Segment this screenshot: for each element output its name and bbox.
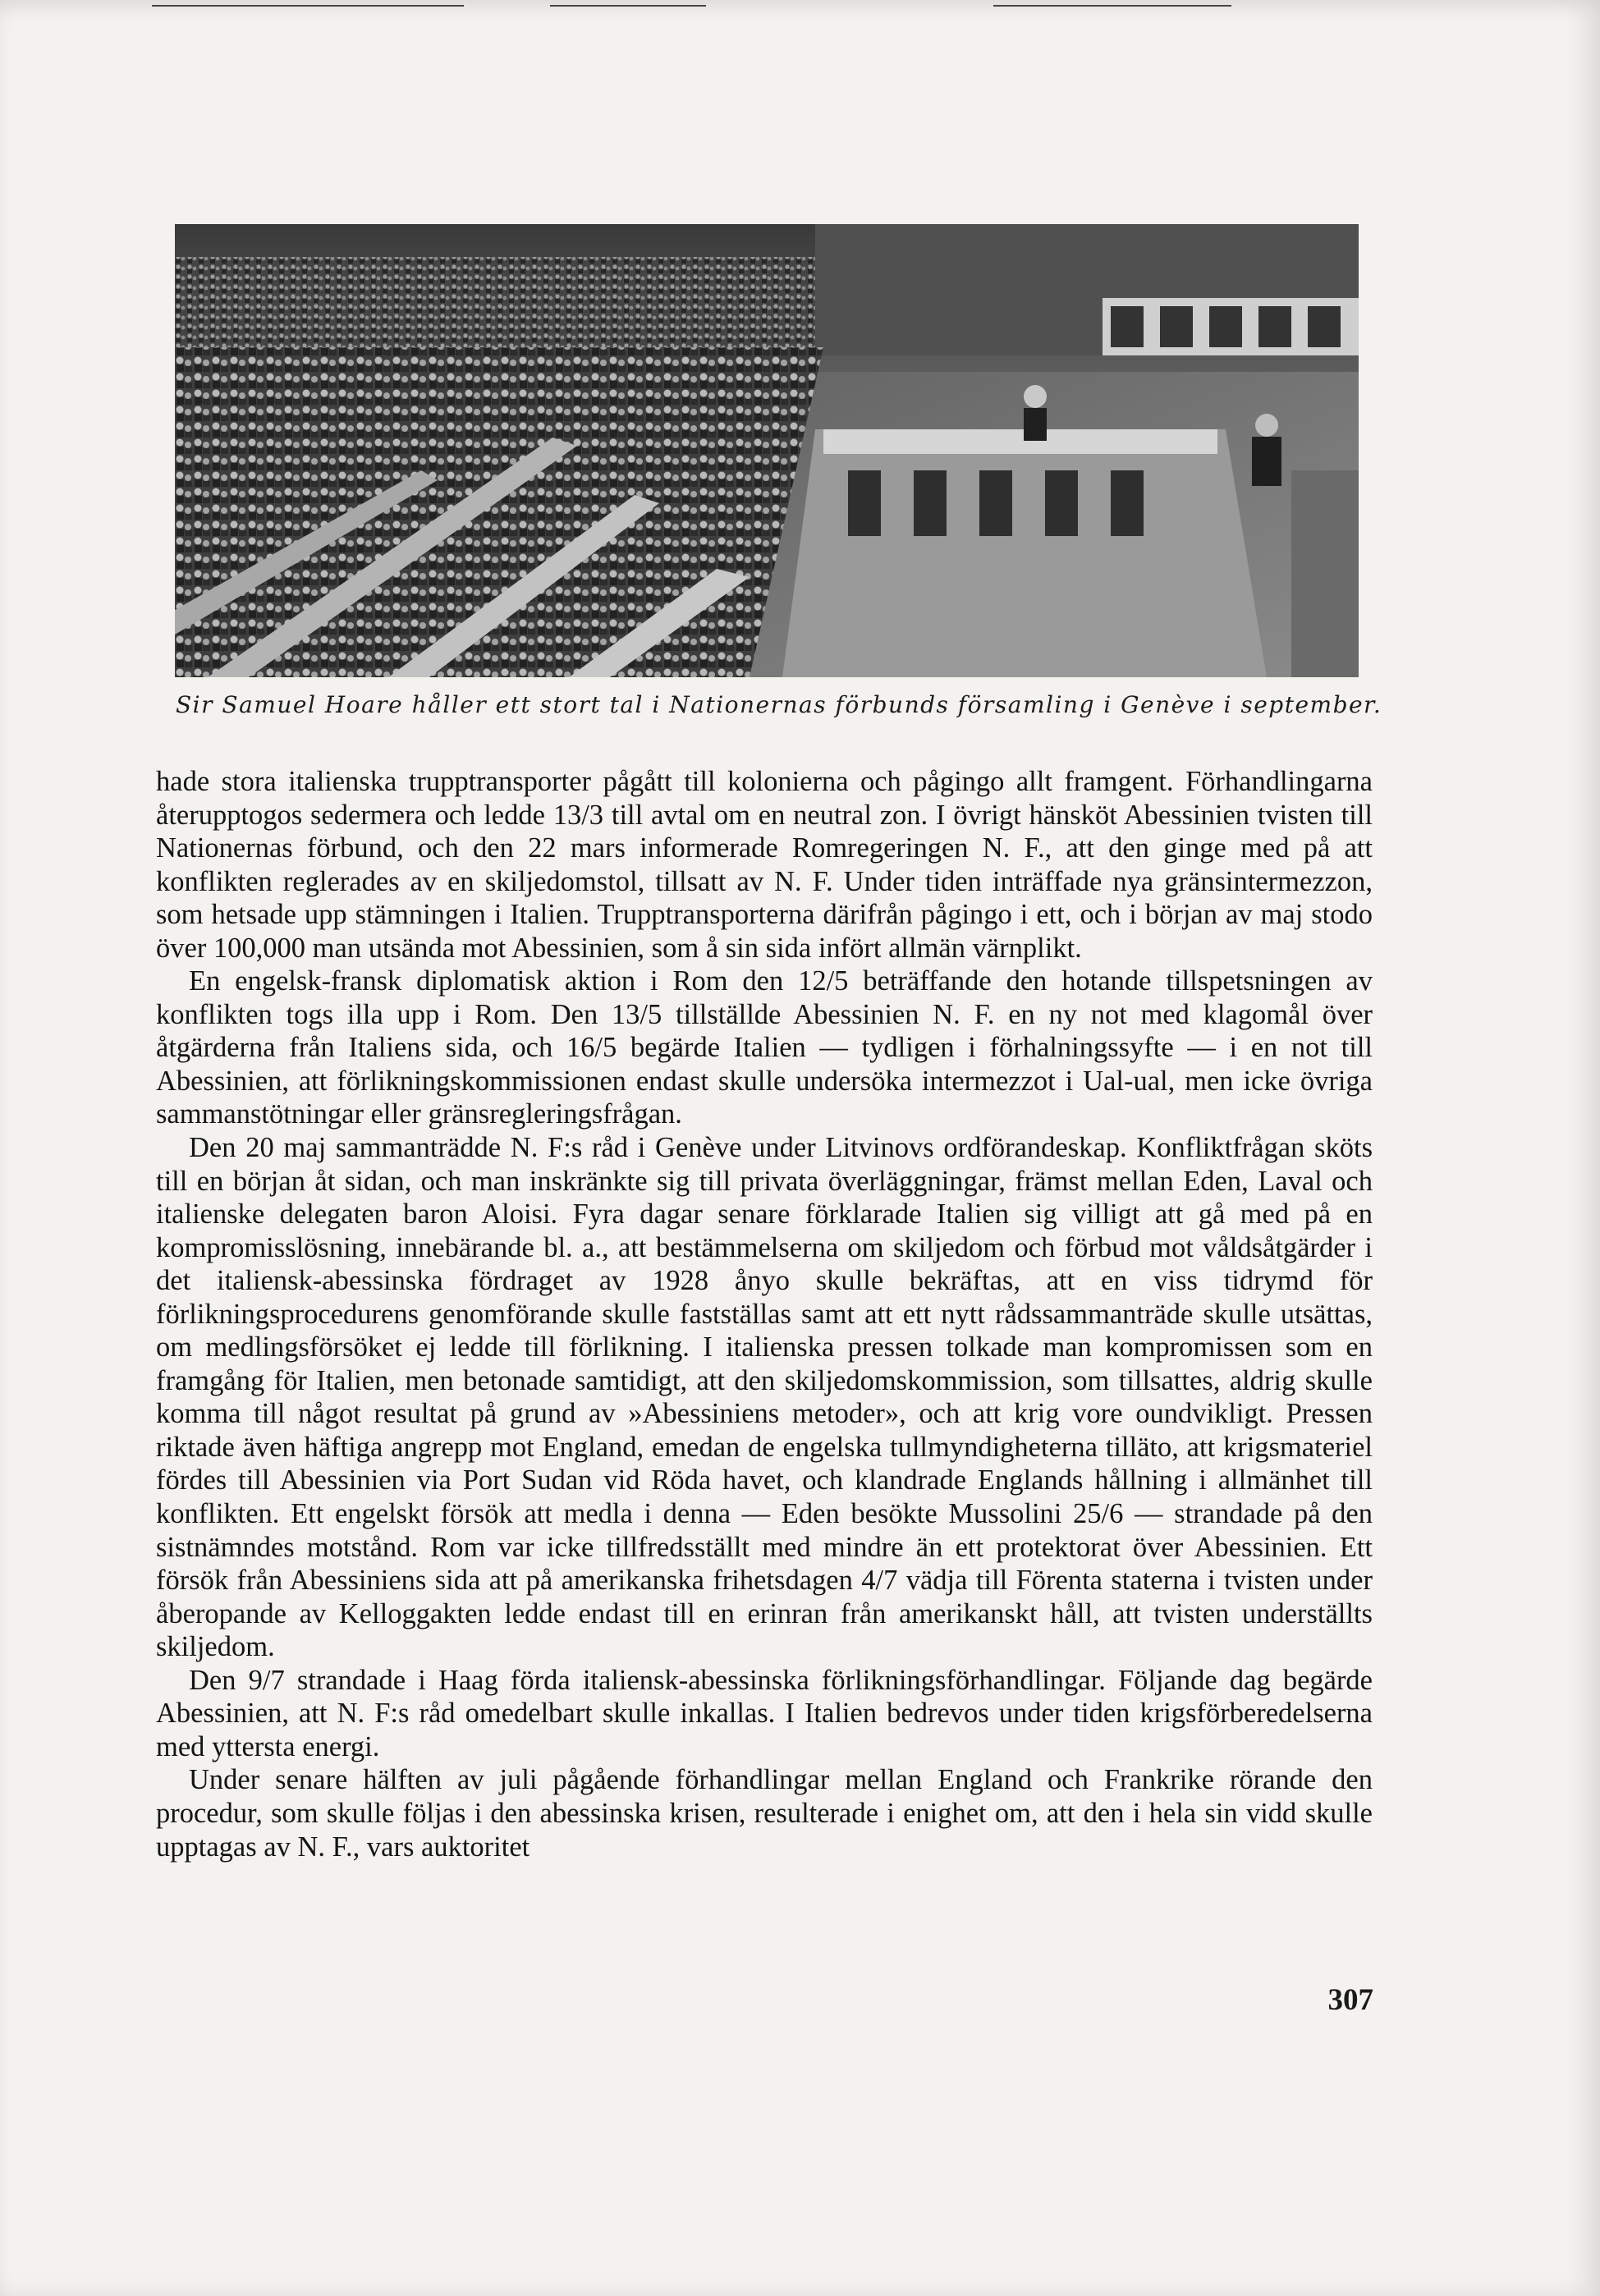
page-number: 307 xyxy=(1327,1983,1373,2017)
assembly-hall-photo-icon xyxy=(175,224,1359,677)
paragraph: Den 9/7 strandade i Haag förda italiensk-abessinska förlikningsförhandlingar. Följande dag begärde Abessinien, att N. F:s råd omedelbart skulle inkallas. I Italien bedrevos under tiden krigsförberedelserna med yttersta energi. xyxy=(156,1664,1373,1762)
body-text xyxy=(156,765,1373,1863)
top-rule-right xyxy=(993,5,1231,7)
paragraph: Den 20 maj sammanträdde N. F:s råd i Genève under Litvinovs ordförandeskap. Konfliktfrågan sköts till en början åt sidan, och man inskränkte sig till privata överläggningar, främst mellan Eden, Laval och italienske delegaten baron Aloisi. Fyra dagar senare förklarade Italien sig villigt att gå med på en kompromisslösning, innebärande bl. a., att bestämmelserna om skiljedom och förbud mot våldsåtgärder i det italiensk-abessinska fördraget av 1928 ånyo skulle bekräftas, att en viss tidrymd för förlikningsprocedurens genomförande skulle fastställas samt att ett nytt rådssammanträde skulle utsättas, om medlingsförsöket ej ledde till förlikning. I italienska pressen tolkade man kompromissen som en framgång för Italien, men betonade samtidigt, att den skiljedomskommission, som tillsattes, aldrig skulle komma till något resultat på grund av »Abessiniens metoder», och att krig vore oundvikligt. Pressen riktade även häftiga angrepp mot England, emedan de engelska tullmyndigheterna tilläto, att krigsmateriel fördes till Abessinien via Port Sudan vid Röda havet, och klandrade Englands hållning i allmänhet till konflikten. Ett engelskt försök att medla i denna — Eden besökte Mussolini 25/6 — strandade på den sistnämndes motstånd. Rom var icke tillfredsställt med mindre än ett protektorat över Abessinien. Ett försök från Abessiniens sida att på amerikanska frihetsdagen 4/7 vädja till Förenta staterna i tvisten under åberopande av Kelloggakten ledde endast till en erinran från amerikanskt håll, att tvisten underställts skiljedom. xyxy=(156,1132,1373,1663)
top-rule-middle xyxy=(550,5,706,7)
paragraph: Under senare hälften av juli pågående förhandlingar mellan England och Frankrike rörande den procedur, som skulle följas i den abessinska krisen, resulterade i enighet om, att den i hela sin vidd skulle upptagas av N. F., vars auktoritet xyxy=(156,1764,1373,1863)
paragraph: hade stora italienska trupptransporter pågått till kolonierna och pågingo allt framgent. Förhandlingarna återupptogos sedermera och ledde 13/3 till avtal om en neutral zon. I övrigt hänsköt Abessinien tvisten till Nationernas förbund, och den 22 mars informerade Romregeringen N. F., att den ginge med på att konflikten reglerades av en skiljedomstol, tillsatt av N. F. Under tiden inträffade nya gränsintermezzon, som hetsade upp stämningen i Italien. Trupptransporterna därifrån pågingo i ett, och i början av maj stodo över 100,000 man utsända mot Abessinien, som å sin sida infört allmän värnplikt. xyxy=(156,766,1373,964)
top-rule-left xyxy=(152,5,464,7)
paragraph: En engelsk-fransk diplomatisk aktion i Rom den 12/5 beträffande den hotande tillspetsningen av konflikten togs illa upp i Rom. Den 13/5 tillställde Abessinien N. F. en ny not med klagomål över åtgärderna från Italiens sida, och 16/5 begärde Italien — tydligen i förhalningssyfte — i en not till Abessinien, att förlikningskommissionen endast skulle undersöka intermezzot i Ual-ual, men icke övriga sammanstötningar eller gränsregleringsfrågan. xyxy=(156,965,1373,1130)
photo-caption: Sir Samuel Hoare håller ett stort tal i Nationernas förbunds församling i Genève i september. xyxy=(176,691,1382,718)
assembly-hall-photo xyxy=(175,224,1359,677)
